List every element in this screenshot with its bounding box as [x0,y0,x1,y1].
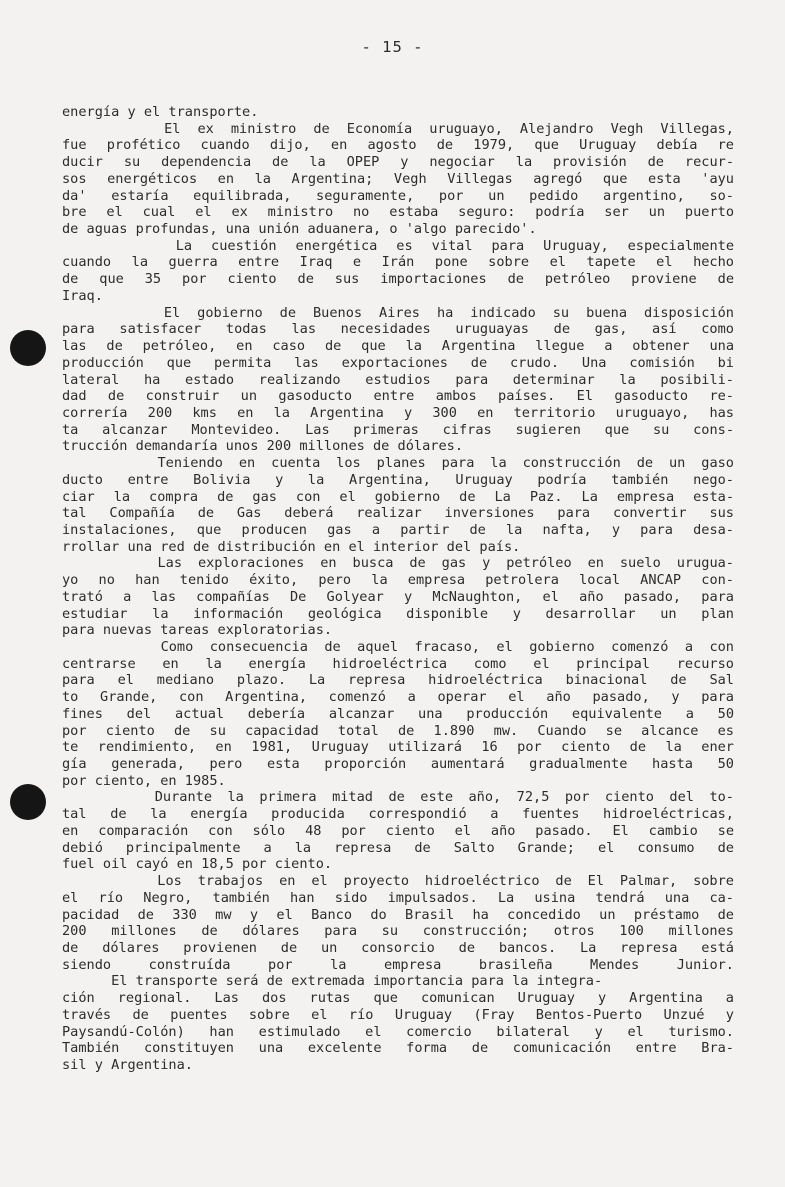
text-line: energía y el transporte. [62,104,259,120]
text-line: para nuevas tareas exploratorias. [62,622,333,639]
text-line: También constituyen una excelente forma de comunicación entre Bra- [62,1040,734,1057]
text-line: para satisfacer todas las necesidades uruguayas de gas, así como [62,321,734,338]
text-line: fue profético cuando dijo, en agosto de 1979, que Uruguay debía re [62,137,734,154]
punch-hole-top [10,330,46,366]
text-line: ducto entre Bolivia y la Argentina, Uruguay podría también nego- [62,471,734,488]
punch-hole-bottom [10,784,46,820]
text-line: cuando la guerra entre Iraq e Irán pone sobre el tapete el hecho [62,254,734,271]
text-line: Paysandú-Colón) han estimulado el comercio bilateral y el turismo. [62,1023,734,1040]
text-line: fines del actual debería alcanzar una producción equivalente a 50 [62,705,734,722]
text-line: las de petróleo, en caso de que la Argentina llegue a obtener una [62,338,734,355]
page-number: - 15 - [361,38,424,56]
text-line: sil y Argentina. [62,1056,193,1073]
text-line: fuel oil cayó en 18,5 por ciento. [62,856,333,873]
text-line: tal de la energía producida correspondió a fuentes hidroeléctricas, [62,806,734,823]
text-line: correría 200 kms en la Argentina y 300 en territorio uruguayo, has [62,404,734,421]
text-line: Las exploraciones en busca de gas y petróleo en suelo urugua- [62,555,734,572]
text-line: por ciento, en 1985. [62,772,226,789]
text-line: de que 35 por ciento de sus importaciones de petróleo proviene de [62,271,734,288]
text-line: gía generada, pero esta proporción aumentará gradualmente hasta 50 [62,756,734,773]
text-line: de dólares provienen de un consorcio de bancos. La represa está [62,939,734,956]
text-line: rrollar una red de distribución en el interior del país. [62,538,521,555]
text-line: El transporte será de extremada importancia para la integra- [62,973,603,990]
text-line: lateral ha estado realizando estudios para determinar la posibili- [62,371,734,388]
text-line: dad de construir un gasoducto entre ambos países. El gasoducto re- [62,388,734,405]
text-line: en comparación con sólo 48 por ciento el año pasado. El cambio se [62,822,734,839]
text-line: Teniendo en cuenta los planes para la construcción de un gaso [62,455,734,472]
text-line: través de puentes sobre el río Uruguay (Fray Bentos-Puerto Unzué y [62,1006,734,1023]
text-line: ción regional. Las dos rutas que comunican Uruguay y Argentina a [62,990,734,1007]
text-line: Iraq. [62,287,103,304]
text-line: para el mediano plazo. La represa hidroeléctrica binacional de Sal [62,672,734,689]
text-line: de aguas profundas, una unión aduanera, o 'algo parecido'. [62,221,537,238]
text-line: bre el cual el ex ministro no estaba seguro: podría ser un puerto [62,204,734,221]
text-line: Los trabajos en el proyecto hidroeléctrico de El Palmar, sobre [62,873,734,890]
text-line: tal Compañía de Gas deberá realizar inversiones para convertir sus [62,505,734,522]
text-line: yo no han tenido éxito, pero la empresa petrolera local ANCAP con- [62,572,734,589]
text-line: debió principalmente a la represa de Salto Grande; el consumo de [62,839,734,856]
text-line: el río Negro, también han sido impulsados. La usina tendrá una ca- [62,889,734,906]
text-line: Como consecuencia de aquel fracaso, el gobierno comenzó a con [62,639,734,655]
text-line: pacidad de 330 mw y el Banco do Brasil ha concedido un préstamo de [62,906,734,923]
text-line: El gobierno de Buenos Aires ha indicado su buena disposición [62,304,734,321]
text-line: te rendimiento, en 1981, Uruguay utilizará 16 por ciento de la ener [62,739,734,756]
text-line: to Grande, con Argentina, comenzó a operar el año pasado, y para [62,689,734,706]
text-line: siendo construída por la empresa brasileña Mendes Junior. [62,956,734,973]
text-line: ducir su dependencia de la OPEP y negociar la provisión de recur- [62,154,734,171]
text-line: trucción demandaría unos 200 millones de dólares. [62,438,464,455]
text-line: ciar la compra de gas con el gobierno de La Paz. La empresa esta- [62,488,734,505]
text-line: producción que permita las exportaciones de crudo. Una comisión bi [62,354,734,371]
text-line: La cuestión energética es vital para Uruguay, especialmente [62,237,734,254]
text-line: da' estaría equilibrada, seguramente, por un pedido argentino, so- [62,187,734,204]
text-line: trató a las compañías De Golyear y McNaughton, el año pasado, para [62,588,734,605]
text-line: Durante la primera mitad de este año, 72,5 por ciento del to- [62,789,734,806]
text-line: instalaciones, que producen gas a partir de la nafta, y para desa- [62,521,734,538]
text-line: estudiar la información geológica disponible y desarrollar un plan [62,605,734,622]
text-line: por ciento de su capacidad total de 1.890 mw. Cuando se alcance es [62,722,734,739]
text-line: sos energéticos en la Argentina; Vegh Villegas agregó que esta 'ayu [62,170,734,187]
body-text [62,104,734,1074]
text-line: centrarse en la energía hidroeléctrica como el principal recurso [62,655,734,672]
text-line: 200 millones de dólares para su construcción; otros 100 millones [62,923,734,940]
text-line: ta alcanzar Montevideo. Las primeras cifras sugieren que su cons- [62,421,734,438]
text-line: El ex ministro de Economía uruguayo, Alejandro Vegh Villegas, [62,120,734,137]
